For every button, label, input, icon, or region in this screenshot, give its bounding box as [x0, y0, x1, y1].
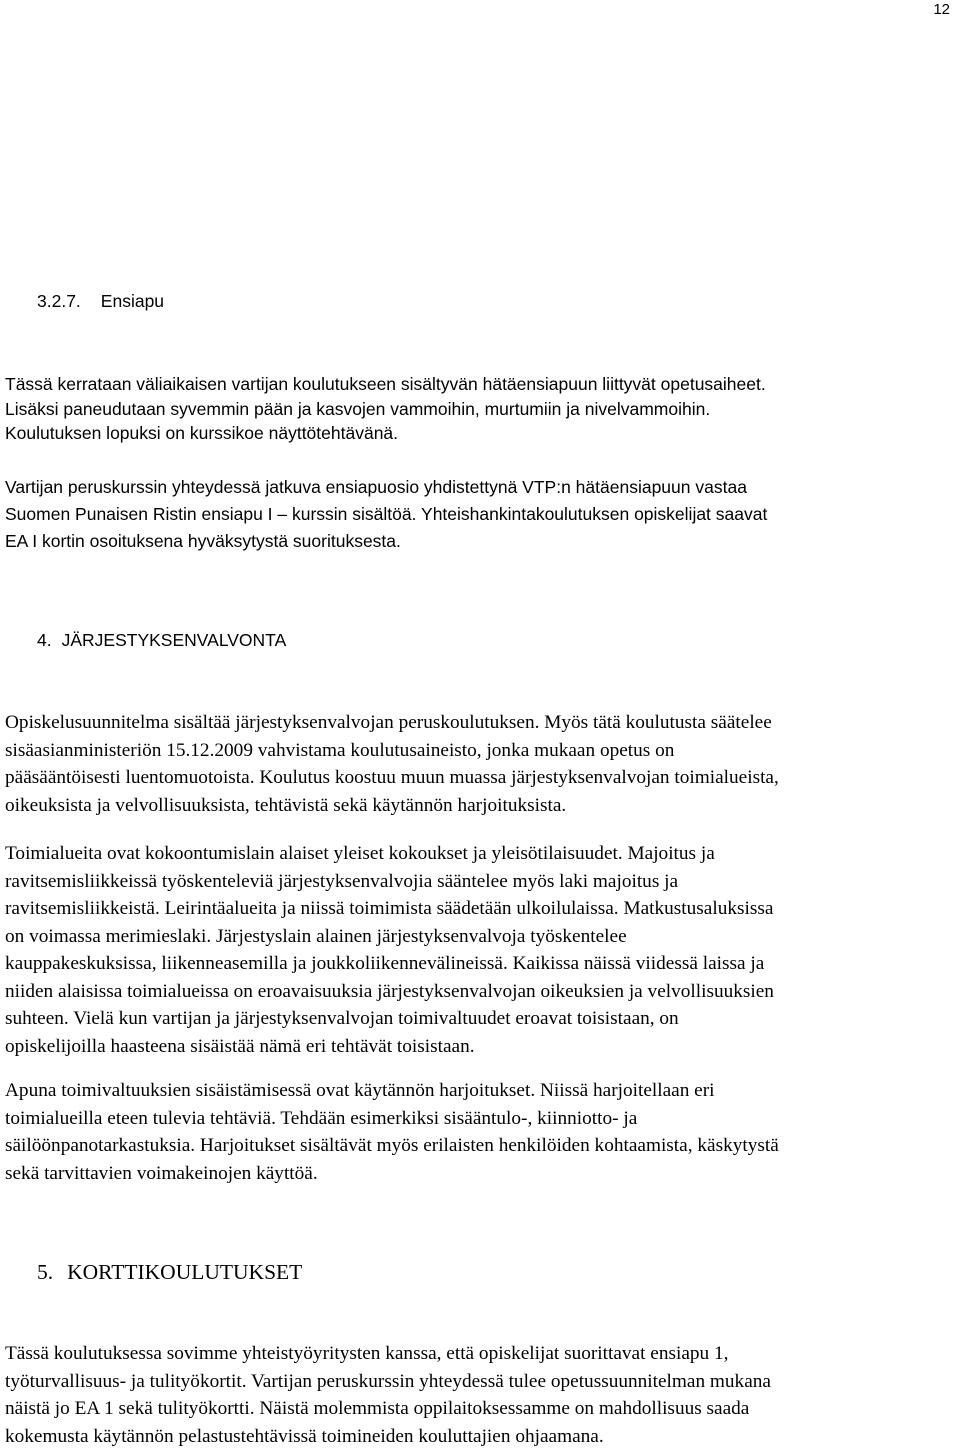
paragraph-korttikoulutukset: [5, 1340, 955, 1450]
section-title: KORTTIKOULUTUKSET: [67, 1260, 303, 1284]
text-line: on voimassa merimieslaki. Järjestyslain alainen järjestyksenvalvoja työskentelee: [5, 925, 627, 947]
text-line: Tässä kerrataan väliaikaisen vartijan koulutukseen sisältyvän hätäensiapuun liittyvät opetusaiheet.: [5, 374, 766, 394]
section-heading-5: [37, 1259, 302, 1286]
text-line: suhteen. Vielä kun vartijan ja järjestyksenvalvojan toimivaltuudet eroavat toisistaan, on: [5, 1008, 679, 1029]
text-line: niiden alaisissa toimialueissa on eroavaisuuksia järjestyksenvalvojan oikeuksien ja velvollisuuksien: [5, 980, 774, 1002]
page-number: 12: [933, 1, 950, 18]
section-heading-3-2-7: [37, 288, 164, 315]
text-line: toimialueilla eteen tulevia tehtäviä. Tehdään esimerkiksi sisääntulo-, kiinniotto- ja: [5, 1107, 638, 1129]
text-line: opiskelijoilla haasteena sisäistää nämä eri tehtävät toisistaan.: [5, 1035, 475, 1057]
text-line: pääsääntöisesti luentomuotoista. Koulutus koostuu muun muassa järjestyksenvalvojan toimialueista,: [5, 767, 779, 788]
text-line: kauppakeskuksissa, liikenneasemilla ja joukkoliikennevälineissä. Kaikissa näissä viidessä laissa ja: [5, 953, 765, 974]
section-number: 3.2.7.: [37, 291, 81, 311]
section-number: 4.: [37, 630, 52, 650]
text-line: ravitsemisliikkeissä työskenteleviä järjestyksenvalvojia sääntelee myös laki majoitus ja: [5, 870, 679, 892]
section-title: Ensiapu: [100, 291, 165, 311]
text-line: Toimialueita ovat kokoontumislain alaiset yleiset kokoukset ja yleisötilaisuudet. Majoitus ja: [5, 843, 715, 864]
text-line: EA I kortin osoituksena hyväksytystä suorituksesta.: [5, 531, 401, 551]
text-line: sekä tarvittavien voimakeinojen käyttöä.: [5, 1162, 318, 1184]
section-heading-4: [37, 627, 286, 654]
text-line: kokemusta käytännön pelastustehtävissä toimineiden kouluttajien ohjaamana.: [5, 1425, 604, 1447]
text-line: oikeuksista ja velvollisuuksista, tehtävistä sekä käytännön harjoituksista.: [5, 794, 567, 816]
text-line: näistä jo EA 1 sekä tulityökortti. Näistä molemmista oppilaitoksessamme on mahdollisuus saada: [5, 1398, 750, 1419]
text-line: Lisäksi paneudutaan syvemmin pään ja kasvojen vammoihin, murtumiin ja nivelvammoihin.: [5, 398, 711, 419]
paragraph-jv-toimialueet: [5, 840, 955, 1060]
text-line: Opiskelusuunnitelma sisältää järjestyksenvalvojan peruskoulutuksen. Myös tätä koulutusta säätelee: [5, 712, 772, 733]
section-number: 5.: [37, 1260, 54, 1284]
text-line: Vartijan peruskurssin yhteydessä jatkuva ensiapuosio yhdistettynä VTP:n hätäensiapuun vastaa: [5, 477, 747, 497]
text-line: sisäasianministeriön 15.12.2009 vahvistama koulutusaineisto, jonka mukaan opetus on: [5, 739, 675, 761]
section-title: JÄRJESTYKSENVALVONTA: [61, 630, 287, 650]
paragraph-jv-intro: [5, 709, 955, 819]
paragraph-ensiapu-ea1: [5, 474, 955, 555]
text-line: työturvallisuus- ja tulityökortit. Vartijan peruskurssin yhteydessä tulee opetussuunnitelman mukana: [5, 1370, 771, 1392]
text-line: Suomen Punaisen Ristin ensiapu I – kurssin sisältöä. Yhteishankintakoulutuksen opiskelijat saavat: [5, 504, 768, 524]
paragraph-ensiapu-intro: [5, 372, 955, 446]
text-line: säilöönpanotarkastuksia. Harjoitukset sisältävät myös erilaisten henkilöiden kohtaamista, käskytystä: [5, 1135, 779, 1156]
text-line: ravitsemisliikkeistä. Leirintäalueita ja niissä toimimista säädetään ulkoilulaissa. Matkustusaluksissa: [5, 898, 774, 919]
paragraph-jv-harjoitukset: [5, 1077, 955, 1187]
text-line: Koulutuksen lopuksi on kurssikoe näyttötehtävänä.: [5, 423, 399, 443]
text-line: Tässä koulutuksessa sovimme yhteistyöyritysten kanssa, että opiskelijat suorittavat ensiapu 1,: [5, 1343, 729, 1364]
text-line: Apuna toimivaltuuksien sisäistämisessä ovat käytännön harjoitukset. Niissä harjoitellaan eri: [5, 1080, 715, 1101]
